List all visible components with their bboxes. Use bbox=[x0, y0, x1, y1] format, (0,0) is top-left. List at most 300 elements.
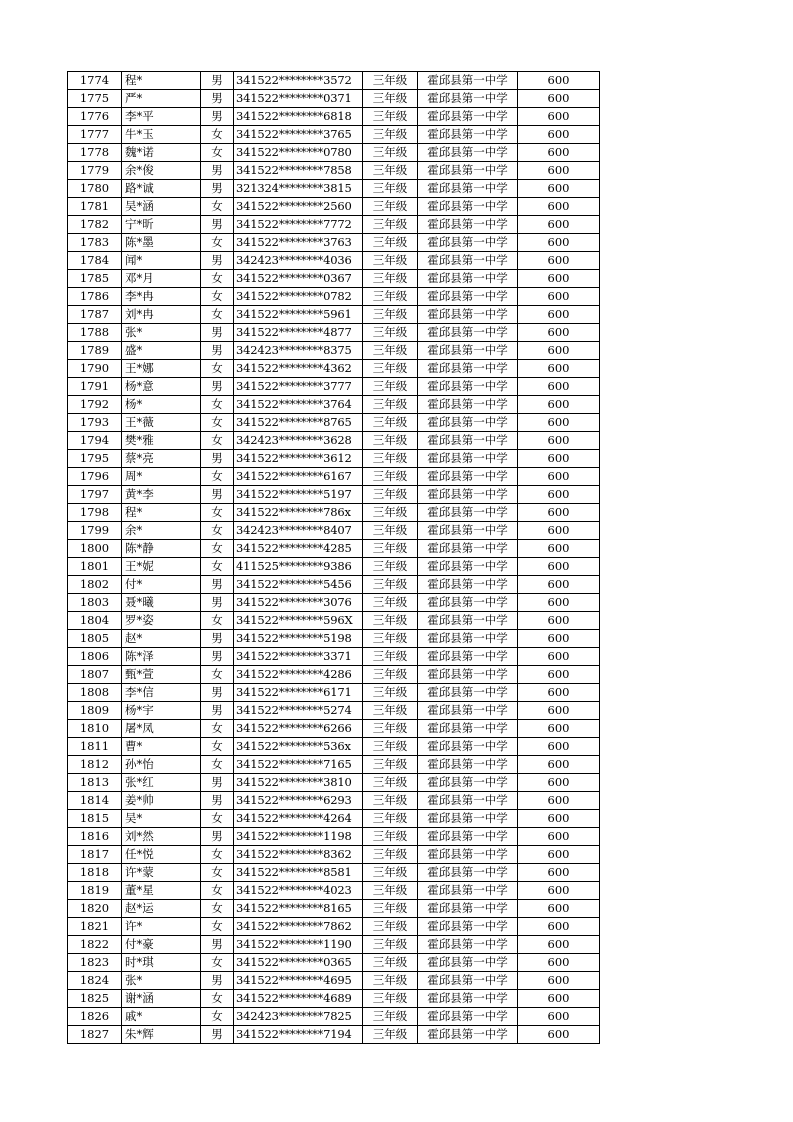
grade-cell: 三年级 bbox=[363, 846, 418, 864]
gender-cell: 女 bbox=[201, 900, 234, 918]
amount-cell: 600 bbox=[518, 306, 600, 324]
grade-cell: 三年级 bbox=[363, 882, 418, 900]
row-number-cell: 1800 bbox=[68, 540, 122, 558]
id-number-cell: 341522********5197 bbox=[234, 486, 363, 504]
school-cell: 霍邱县第一中学 bbox=[418, 972, 518, 990]
gender-cell: 男 bbox=[201, 90, 234, 108]
table-row bbox=[68, 756, 600, 774]
id-number-cell: 341522********536x bbox=[234, 738, 363, 756]
table-row bbox=[68, 630, 600, 648]
id-number-cell: 342423********4036 bbox=[234, 252, 363, 270]
grade-cell: 三年级 bbox=[363, 324, 418, 342]
student-name-cell: 黄*李 bbox=[122, 486, 201, 504]
school-cell: 霍邱县第一中学 bbox=[418, 756, 518, 774]
school-cell: 霍邱县第一中学 bbox=[418, 936, 518, 954]
table-row bbox=[68, 864, 600, 882]
id-number-cell: 341522********6171 bbox=[234, 684, 363, 702]
amount-cell: 600 bbox=[518, 918, 600, 936]
school-cell: 霍邱县第一中学 bbox=[418, 270, 518, 288]
amount-cell: 600 bbox=[518, 936, 600, 954]
row-number-cell: 1796 bbox=[68, 468, 122, 486]
gender-cell: 女 bbox=[201, 864, 234, 882]
student-name-cell: 王*妮 bbox=[122, 558, 201, 576]
gender-cell: 男 bbox=[201, 936, 234, 954]
grade-cell: 三年级 bbox=[363, 378, 418, 396]
row-number-cell: 1783 bbox=[68, 234, 122, 252]
grade-cell: 三年级 bbox=[363, 774, 418, 792]
school-cell: 霍邱县第一中学 bbox=[418, 792, 518, 810]
table-row bbox=[68, 684, 600, 702]
school-cell: 霍邱县第一中学 bbox=[418, 666, 518, 684]
student-name-cell: 任*悦 bbox=[122, 846, 201, 864]
amount-cell: 600 bbox=[518, 1008, 600, 1026]
amount-cell: 600 bbox=[518, 144, 600, 162]
id-number-cell: 341522********8362 bbox=[234, 846, 363, 864]
id-number-cell: 341522********3572 bbox=[234, 72, 363, 90]
grade-cell: 三年级 bbox=[363, 612, 418, 630]
id-number-cell: 341522********6266 bbox=[234, 720, 363, 738]
gender-cell: 男 bbox=[201, 576, 234, 594]
row-number-cell: 1804 bbox=[68, 612, 122, 630]
amount-cell: 600 bbox=[518, 576, 600, 594]
school-cell: 霍邱县第一中学 bbox=[418, 288, 518, 306]
table-row bbox=[68, 144, 600, 162]
amount-cell: 600 bbox=[518, 270, 600, 288]
school-cell: 霍邱县第一中学 bbox=[418, 108, 518, 126]
grade-cell: 三年级 bbox=[363, 342, 418, 360]
grade-cell: 三年级 bbox=[363, 252, 418, 270]
amount-cell: 600 bbox=[518, 810, 600, 828]
student-name-cell: 罗*姿 bbox=[122, 612, 201, 630]
gender-cell: 男 bbox=[201, 252, 234, 270]
amount-cell: 600 bbox=[518, 162, 600, 180]
id-number-cell: 342423********8375 bbox=[234, 342, 363, 360]
student-name-cell: 余* bbox=[122, 522, 201, 540]
id-number-cell: 341522********4695 bbox=[234, 972, 363, 990]
id-number-cell: 342423********3628 bbox=[234, 432, 363, 450]
amount-cell: 600 bbox=[518, 954, 600, 972]
grade-cell: 三年级 bbox=[363, 594, 418, 612]
grade-cell: 三年级 bbox=[363, 90, 418, 108]
gender-cell: 女 bbox=[201, 126, 234, 144]
amount-cell: 600 bbox=[518, 882, 600, 900]
id-number-cell: 341522********4264 bbox=[234, 810, 363, 828]
amount-cell: 600 bbox=[518, 450, 600, 468]
id-number-cell: 341522********5198 bbox=[234, 630, 363, 648]
grade-cell: 三年级 bbox=[363, 126, 418, 144]
amount-cell: 600 bbox=[518, 900, 600, 918]
gender-cell: 男 bbox=[201, 774, 234, 792]
row-number-cell: 1777 bbox=[68, 126, 122, 144]
gender-cell: 男 bbox=[201, 342, 234, 360]
grade-cell: 三年级 bbox=[363, 198, 418, 216]
row-number-cell: 1803 bbox=[68, 594, 122, 612]
student-name-cell: 蔡*亮 bbox=[122, 450, 201, 468]
gender-cell: 女 bbox=[201, 954, 234, 972]
school-cell: 霍邱县第一中学 bbox=[418, 144, 518, 162]
grade-cell: 三年级 bbox=[363, 828, 418, 846]
id-number-cell: 341522********596X bbox=[234, 612, 363, 630]
amount-cell: 600 bbox=[518, 72, 600, 90]
table-row bbox=[68, 1026, 600, 1044]
amount-cell: 600 bbox=[518, 432, 600, 450]
school-cell: 霍邱县第一中学 bbox=[418, 90, 518, 108]
student-name-cell: 刘*冉 bbox=[122, 306, 201, 324]
row-number-cell: 1823 bbox=[68, 954, 122, 972]
id-number-cell: 341522********1190 bbox=[234, 936, 363, 954]
grade-cell: 三年级 bbox=[363, 576, 418, 594]
row-number-cell: 1816 bbox=[68, 828, 122, 846]
gender-cell: 女 bbox=[201, 612, 234, 630]
table-row bbox=[68, 810, 600, 828]
student-name-cell: 屠*凤 bbox=[122, 720, 201, 738]
gender-cell: 女 bbox=[201, 288, 234, 306]
table-row bbox=[68, 288, 600, 306]
grade-cell: 三年级 bbox=[363, 864, 418, 882]
school-cell: 霍邱县第一中学 bbox=[418, 468, 518, 486]
school-cell: 霍邱县第一中学 bbox=[418, 414, 518, 432]
gender-cell: 男 bbox=[201, 594, 234, 612]
table-row bbox=[68, 846, 600, 864]
row-number-cell: 1820 bbox=[68, 900, 122, 918]
id-number-cell: 341522********4362 bbox=[234, 360, 363, 378]
row-number-cell: 1798 bbox=[68, 504, 122, 522]
school-cell: 霍邱县第一中学 bbox=[418, 252, 518, 270]
row-number-cell: 1805 bbox=[68, 630, 122, 648]
table-row bbox=[68, 990, 600, 1008]
table-row bbox=[68, 648, 600, 666]
school-cell: 霍邱县第一中学 bbox=[418, 702, 518, 720]
grade-cell: 三年级 bbox=[363, 450, 418, 468]
row-number-cell: 1825 bbox=[68, 990, 122, 1008]
row-number-cell: 1824 bbox=[68, 972, 122, 990]
gender-cell: 女 bbox=[201, 234, 234, 252]
table-row bbox=[68, 792, 600, 810]
gender-cell: 男 bbox=[201, 630, 234, 648]
row-number-cell: 1806 bbox=[68, 648, 122, 666]
id-number-cell: 411525********9386 bbox=[234, 558, 363, 576]
table-row bbox=[68, 468, 600, 486]
table-row bbox=[68, 450, 600, 468]
student-name-cell: 姜*帅 bbox=[122, 792, 201, 810]
gender-cell: 男 bbox=[201, 486, 234, 504]
grade-cell: 三年级 bbox=[363, 504, 418, 522]
gender-cell: 女 bbox=[201, 738, 234, 756]
student-name-cell: 陈*泽 bbox=[122, 648, 201, 666]
table-row bbox=[68, 378, 600, 396]
id-number-cell: 341522********5456 bbox=[234, 576, 363, 594]
school-cell: 霍邱县第一中学 bbox=[418, 360, 518, 378]
school-cell: 霍邱县第一中学 bbox=[418, 162, 518, 180]
gender-cell: 女 bbox=[201, 306, 234, 324]
table-row bbox=[68, 954, 600, 972]
student-name-cell: 吴*涵 bbox=[122, 198, 201, 216]
id-number-cell: 341522********3765 bbox=[234, 126, 363, 144]
amount-cell: 600 bbox=[518, 198, 600, 216]
student-name-cell: 樊*雅 bbox=[122, 432, 201, 450]
table-row bbox=[68, 396, 600, 414]
student-name-cell: 魏*诺 bbox=[122, 144, 201, 162]
row-number-cell: 1781 bbox=[68, 198, 122, 216]
gender-cell: 男 bbox=[201, 1026, 234, 1044]
id-number-cell: 341522********3612 bbox=[234, 450, 363, 468]
student-name-cell: 曹* bbox=[122, 738, 201, 756]
amount-cell: 600 bbox=[518, 792, 600, 810]
student-name-cell: 张* bbox=[122, 324, 201, 342]
student-name-cell: 盛* bbox=[122, 342, 201, 360]
table-row bbox=[68, 882, 600, 900]
row-number-cell: 1779 bbox=[68, 162, 122, 180]
row-number-cell: 1787 bbox=[68, 306, 122, 324]
table-row bbox=[68, 342, 600, 360]
table-row bbox=[68, 828, 600, 846]
amount-cell: 600 bbox=[518, 684, 600, 702]
amount-cell: 600 bbox=[518, 324, 600, 342]
id-number-cell: 341522********5961 bbox=[234, 306, 363, 324]
gender-cell: 男 bbox=[201, 180, 234, 198]
gender-cell: 男 bbox=[201, 162, 234, 180]
grade-cell: 三年级 bbox=[363, 432, 418, 450]
grade-cell: 三年级 bbox=[363, 558, 418, 576]
row-number-cell: 1822 bbox=[68, 936, 122, 954]
gender-cell: 男 bbox=[201, 450, 234, 468]
gender-cell: 女 bbox=[201, 360, 234, 378]
table-row bbox=[68, 1008, 600, 1026]
student-name-cell: 王*薇 bbox=[122, 414, 201, 432]
id-number-cell: 341522********5274 bbox=[234, 702, 363, 720]
school-cell: 霍邱县第一中学 bbox=[418, 234, 518, 252]
school-cell: 霍邱县第一中学 bbox=[418, 882, 518, 900]
student-name-cell: 戚* bbox=[122, 1008, 201, 1026]
school-cell: 霍邱县第一中学 bbox=[418, 72, 518, 90]
grade-cell: 三年级 bbox=[363, 180, 418, 198]
row-number-cell: 1792 bbox=[68, 396, 122, 414]
row-number-cell: 1817 bbox=[68, 846, 122, 864]
school-cell: 霍邱县第一中学 bbox=[418, 900, 518, 918]
student-name-cell: 周* bbox=[122, 468, 201, 486]
gender-cell: 男 bbox=[201, 972, 234, 990]
student-name-cell: 赵* bbox=[122, 630, 201, 648]
gender-cell: 男 bbox=[201, 648, 234, 666]
table-row bbox=[68, 324, 600, 342]
student-name-cell: 朱*辉 bbox=[122, 1026, 201, 1044]
school-cell: 霍邱县第一中学 bbox=[418, 324, 518, 342]
gender-cell: 男 bbox=[201, 684, 234, 702]
grade-cell: 三年级 bbox=[363, 648, 418, 666]
school-cell: 霍邱县第一中学 bbox=[418, 396, 518, 414]
id-number-cell: 341522********3777 bbox=[234, 378, 363, 396]
grade-cell: 三年级 bbox=[363, 486, 418, 504]
gender-cell: 男 bbox=[201, 702, 234, 720]
gender-cell: 女 bbox=[201, 990, 234, 1008]
amount-cell: 600 bbox=[518, 594, 600, 612]
gender-cell: 女 bbox=[201, 414, 234, 432]
id-number-cell: 341522********4285 bbox=[234, 540, 363, 558]
id-number-cell: 341522********6818 bbox=[234, 108, 363, 126]
amount-cell: 600 bbox=[518, 756, 600, 774]
table-row bbox=[68, 774, 600, 792]
gender-cell: 男 bbox=[201, 378, 234, 396]
gender-cell: 男 bbox=[201, 792, 234, 810]
id-number-cell: 341522********4877 bbox=[234, 324, 363, 342]
student-name-cell: 杨* bbox=[122, 396, 201, 414]
row-number-cell: 1821 bbox=[68, 918, 122, 936]
table-row bbox=[68, 414, 600, 432]
student-name-cell: 宁*昕 bbox=[122, 216, 201, 234]
table-row bbox=[68, 72, 600, 90]
table-row bbox=[68, 162, 600, 180]
id-number-cell: 341522********0782 bbox=[234, 288, 363, 306]
gender-cell: 女 bbox=[201, 720, 234, 738]
id-number-cell: 341522********4286 bbox=[234, 666, 363, 684]
gender-cell: 女 bbox=[201, 918, 234, 936]
table-row bbox=[68, 252, 600, 270]
row-number-cell: 1785 bbox=[68, 270, 122, 288]
grade-cell: 三年级 bbox=[363, 288, 418, 306]
table-row bbox=[68, 666, 600, 684]
grade-cell: 三年级 bbox=[363, 918, 418, 936]
id-number-cell: 341522********8581 bbox=[234, 864, 363, 882]
table-row bbox=[68, 216, 600, 234]
table-row bbox=[68, 270, 600, 288]
gender-cell: 女 bbox=[201, 522, 234, 540]
grade-cell: 三年级 bbox=[363, 468, 418, 486]
grade-cell: 三年级 bbox=[363, 1008, 418, 1026]
amount-cell: 600 bbox=[518, 1026, 600, 1044]
table-row bbox=[68, 900, 600, 918]
student-name-cell: 甄*萱 bbox=[122, 666, 201, 684]
table-row bbox=[68, 702, 600, 720]
amount-cell: 600 bbox=[518, 828, 600, 846]
student-name-cell: 邓*月 bbox=[122, 270, 201, 288]
row-number-cell: 1815 bbox=[68, 810, 122, 828]
school-cell: 霍邱县第一中学 bbox=[418, 486, 518, 504]
grade-cell: 三年级 bbox=[363, 756, 418, 774]
row-number-cell: 1774 bbox=[68, 72, 122, 90]
table-row bbox=[68, 108, 600, 126]
table-row bbox=[68, 198, 600, 216]
grade-cell: 三年级 bbox=[363, 108, 418, 126]
amount-cell: 600 bbox=[518, 180, 600, 198]
table-row bbox=[68, 234, 600, 252]
grade-cell: 三年级 bbox=[363, 954, 418, 972]
grade-cell: 三年级 bbox=[363, 540, 418, 558]
table-row bbox=[68, 360, 600, 378]
row-number-cell: 1784 bbox=[68, 252, 122, 270]
table-body bbox=[68, 72, 600, 1044]
student-name-cell: 王*娜 bbox=[122, 360, 201, 378]
table-row bbox=[68, 936, 600, 954]
id-number-cell: 341522********3810 bbox=[234, 774, 363, 792]
amount-cell: 600 bbox=[518, 234, 600, 252]
row-number-cell: 1802 bbox=[68, 576, 122, 594]
amount-cell: 600 bbox=[518, 288, 600, 306]
student-name-cell: 陈*墨 bbox=[122, 234, 201, 252]
grade-cell: 三年级 bbox=[363, 936, 418, 954]
amount-cell: 600 bbox=[518, 630, 600, 648]
student-name-cell: 杨*宇 bbox=[122, 702, 201, 720]
amount-cell: 600 bbox=[518, 774, 600, 792]
school-cell: 霍邱县第一中学 bbox=[418, 540, 518, 558]
grade-cell: 三年级 bbox=[363, 360, 418, 378]
gender-cell: 女 bbox=[201, 432, 234, 450]
grade-cell: 三年级 bbox=[363, 1026, 418, 1044]
table-row bbox=[68, 918, 600, 936]
amount-cell: 600 bbox=[518, 360, 600, 378]
gender-cell: 女 bbox=[201, 1008, 234, 1026]
grade-cell: 三年级 bbox=[363, 522, 418, 540]
school-cell: 霍邱县第一中学 bbox=[418, 846, 518, 864]
amount-cell: 600 bbox=[518, 504, 600, 522]
table-row bbox=[68, 594, 600, 612]
amount-cell: 600 bbox=[518, 378, 600, 396]
school-cell: 霍邱县第一中学 bbox=[418, 378, 518, 396]
student-name-cell: 程* bbox=[122, 504, 201, 522]
gender-cell: 女 bbox=[201, 198, 234, 216]
student-name-cell: 谢*涵 bbox=[122, 990, 201, 1008]
amount-cell: 600 bbox=[518, 612, 600, 630]
school-cell: 霍邱县第一中学 bbox=[418, 306, 518, 324]
table-row bbox=[68, 306, 600, 324]
amount-cell: 600 bbox=[518, 666, 600, 684]
grade-cell: 三年级 bbox=[363, 234, 418, 252]
id-number-cell: 341522********7194 bbox=[234, 1026, 363, 1044]
grade-cell: 三年级 bbox=[363, 810, 418, 828]
grade-cell: 三年级 bbox=[363, 900, 418, 918]
id-number-cell: 341522********0367 bbox=[234, 270, 363, 288]
student-name-cell: 李*平 bbox=[122, 108, 201, 126]
student-name-cell: 许*蒙 bbox=[122, 864, 201, 882]
id-number-cell: 341522********8765 bbox=[234, 414, 363, 432]
grade-cell: 三年级 bbox=[363, 396, 418, 414]
row-number-cell: 1811 bbox=[68, 738, 122, 756]
school-cell: 霍邱县第一中学 bbox=[418, 1026, 518, 1044]
row-number-cell: 1812 bbox=[68, 756, 122, 774]
table-row bbox=[68, 558, 600, 576]
student-table bbox=[67, 71, 600, 1044]
student-name-cell: 杨*意 bbox=[122, 378, 201, 396]
id-number-cell: 341522********2560 bbox=[234, 198, 363, 216]
row-number-cell: 1814 bbox=[68, 792, 122, 810]
gender-cell: 女 bbox=[201, 396, 234, 414]
school-cell: 霍邱县第一中学 bbox=[418, 432, 518, 450]
gender-cell: 男 bbox=[201, 72, 234, 90]
student-name-cell: 刘*然 bbox=[122, 828, 201, 846]
amount-cell: 600 bbox=[518, 108, 600, 126]
student-name-cell: 吴* bbox=[122, 810, 201, 828]
gender-cell: 女 bbox=[201, 810, 234, 828]
amount-cell: 600 bbox=[518, 522, 600, 540]
gender-cell: 女 bbox=[201, 756, 234, 774]
student-name-cell: 严* bbox=[122, 90, 201, 108]
row-number-cell: 1790 bbox=[68, 360, 122, 378]
id-number-cell: 341522********786x bbox=[234, 504, 363, 522]
table-row bbox=[68, 540, 600, 558]
student-name-cell: 张* bbox=[122, 972, 201, 990]
student-name-cell: 赵*运 bbox=[122, 900, 201, 918]
row-number-cell: 1782 bbox=[68, 216, 122, 234]
row-number-cell: 1819 bbox=[68, 882, 122, 900]
table-row bbox=[68, 972, 600, 990]
amount-cell: 600 bbox=[518, 648, 600, 666]
row-number-cell: 1791 bbox=[68, 378, 122, 396]
grade-cell: 三年级 bbox=[363, 162, 418, 180]
school-cell: 霍邱县第一中学 bbox=[418, 990, 518, 1008]
school-cell: 霍邱县第一中学 bbox=[418, 504, 518, 522]
school-cell: 霍邱县第一中学 bbox=[418, 612, 518, 630]
table-row bbox=[68, 522, 600, 540]
gender-cell: 女 bbox=[201, 504, 234, 522]
